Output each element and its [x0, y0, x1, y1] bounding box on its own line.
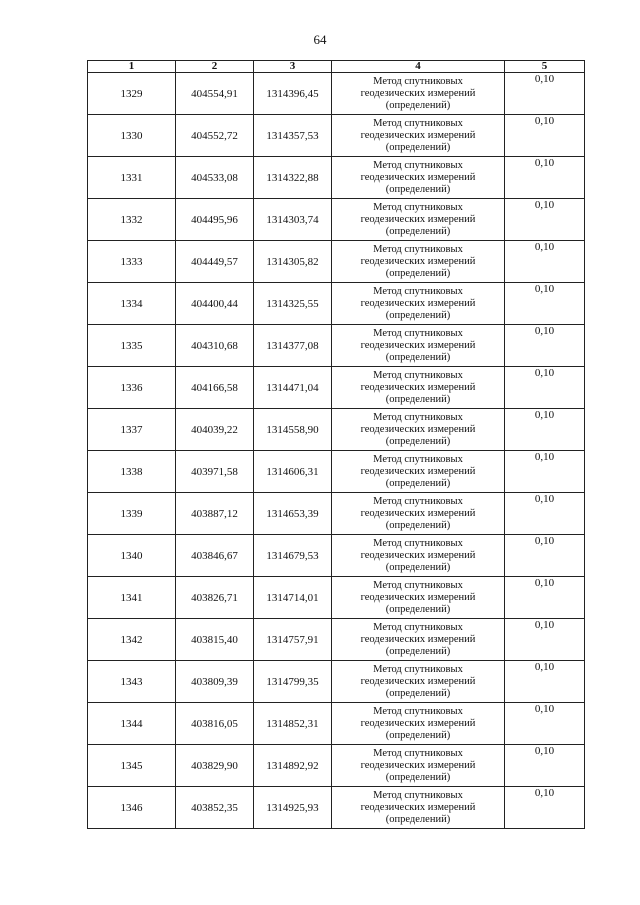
method-text-line: (определений)	[385, 183, 451, 195]
x-coordinate-cell: 404310,68	[176, 325, 254, 367]
method-cell	[332, 199, 505, 241]
method-text-line: (определений)	[385, 645, 451, 657]
method-cell	[332, 157, 505, 199]
method-text-line: геодезических измерений	[360, 465, 476, 477]
method-text-line: Метод спутниковых	[373, 537, 463, 549]
x-coordinate-cell: 403809,39	[176, 661, 254, 703]
point-number-cell: 1344	[88, 703, 176, 745]
table-row	[88, 157, 585, 199]
y-coordinate-cell: 1314303,74	[254, 199, 332, 241]
method-text-line: (определений)	[385, 519, 451, 531]
table-row	[88, 283, 585, 325]
page-number: 64	[313, 32, 327, 47]
method-text-line: (определений)	[385, 435, 451, 447]
method-text-line: геодезических измерений	[360, 675, 476, 687]
table-row	[88, 493, 585, 535]
point-number-cell: 1332	[88, 199, 176, 241]
x-coordinate-cell: 404400,44	[176, 283, 254, 325]
table-row	[88, 619, 585, 661]
method-text-line: Метод спутниковых	[373, 747, 463, 759]
point-number-cell: 1336	[88, 367, 176, 409]
method-text-line: (определений)	[385, 141, 451, 153]
accuracy-cell: 0,10	[505, 409, 585, 451]
method-text-line: Метод спутниковых	[373, 705, 463, 717]
y-coordinate-cell: 1314471,04	[254, 367, 332, 409]
method-text-line: Метод спутниковых	[373, 495, 463, 507]
table-row	[88, 787, 585, 829]
x-coordinate-cell: 404166,58	[176, 367, 254, 409]
x-coordinate-cell: 404039,22	[176, 409, 254, 451]
x-coordinate-cell: 404554,91	[176, 73, 254, 115]
x-coordinate-cell: 403829,90	[176, 745, 254, 787]
table-row	[88, 745, 585, 787]
method-cell	[332, 367, 505, 409]
x-coordinate-cell: 404449,57	[176, 241, 254, 283]
method-text-line: (определений)	[385, 687, 451, 699]
y-coordinate-cell: 1314377,08	[254, 325, 332, 367]
method-text-line: геодезических измерений	[360, 717, 476, 729]
method-text-line: Метод спутниковых	[373, 453, 463, 465]
x-coordinate-cell: 404495,96	[176, 199, 254, 241]
x-coordinate-cell: 403815,40	[176, 619, 254, 661]
point-number-cell: 1338	[88, 451, 176, 493]
y-coordinate-cell: 1314558,90	[254, 409, 332, 451]
method-text-line: (определений)	[385, 771, 451, 783]
point-number-cell: 1335	[88, 325, 176, 367]
accuracy-cell: 0,10	[505, 451, 585, 493]
point-number-cell: 1342	[88, 619, 176, 661]
method-text-line: геодезических измерений	[360, 255, 476, 267]
method-text-line: (определений)	[385, 99, 451, 111]
y-coordinate-cell: 1314606,31	[254, 451, 332, 493]
accuracy-cell: 0,10	[505, 745, 585, 787]
table-row	[88, 73, 585, 115]
method-cell	[332, 535, 505, 577]
table-row	[88, 535, 585, 577]
point-number-cell: 1330	[88, 115, 176, 157]
method-text-line: (определений)	[385, 393, 451, 405]
method-text-line: Метод спутниковых	[373, 369, 463, 381]
y-coordinate-cell: 1314325,55	[254, 283, 332, 325]
method-text-line: геодезических измерений	[360, 801, 476, 813]
x-coordinate-cell: 403816,05	[176, 703, 254, 745]
method-text-line: геодезических измерений	[360, 87, 476, 99]
method-cell	[332, 745, 505, 787]
point-number-cell: 1334	[88, 283, 176, 325]
method-text-line: (определений)	[385, 225, 451, 237]
method-cell	[332, 325, 505, 367]
method-text-line: (определений)	[385, 729, 451, 741]
method-cell	[332, 619, 505, 661]
point-number-cell: 1339	[88, 493, 176, 535]
method-text-line: (определений)	[385, 561, 451, 573]
method-text-line: (определений)	[385, 267, 451, 279]
column-header: 4	[332, 61, 505, 73]
method-text-line: Метод спутниковых	[373, 243, 463, 255]
y-coordinate-cell: 1314925,93	[254, 787, 332, 829]
y-coordinate-cell: 1314757,91	[254, 619, 332, 661]
y-coordinate-cell: 1314653,39	[254, 493, 332, 535]
x-coordinate-cell: 403971,58	[176, 451, 254, 493]
method-text-line: Метод спутниковых	[373, 327, 463, 339]
y-coordinate-cell: 1314396,45	[254, 73, 332, 115]
point-number-cell: 1341	[88, 577, 176, 619]
accuracy-cell: 0,10	[505, 661, 585, 703]
x-coordinate-cell: 403826,71	[176, 577, 254, 619]
column-header: 3	[254, 61, 332, 73]
accuracy-cell: 0,10	[505, 367, 585, 409]
table-row	[88, 325, 585, 367]
method-cell	[332, 283, 505, 325]
table-row	[88, 199, 585, 241]
method-text-line: Метод спутниковых	[373, 285, 463, 297]
method-text-line: (определений)	[385, 351, 451, 363]
column-header: 2	[176, 61, 254, 73]
accuracy-cell: 0,10	[505, 199, 585, 241]
accuracy-cell: 0,10	[505, 241, 585, 283]
method-text-line: Метод спутниковых	[373, 789, 463, 801]
method-cell	[332, 493, 505, 535]
method-text-line: (определений)	[385, 309, 451, 321]
y-coordinate-cell: 1314322,88	[254, 157, 332, 199]
method-cell	[332, 661, 505, 703]
y-coordinate-cell: 1314892,92	[254, 745, 332, 787]
method-cell	[332, 577, 505, 619]
table-row	[88, 367, 585, 409]
method-text-line: Метод спутниковых	[373, 663, 463, 675]
accuracy-cell: 0,10	[505, 325, 585, 367]
table-row	[88, 577, 585, 619]
coordinates-table	[87, 60, 585, 829]
accuracy-cell: 0,10	[505, 157, 585, 199]
method-cell	[332, 787, 505, 829]
accuracy-cell: 0,10	[505, 577, 585, 619]
method-text-line: геодезических измерений	[360, 633, 476, 645]
method-text-line: геодезических измерений	[360, 759, 476, 771]
accuracy-cell: 0,10	[505, 73, 585, 115]
method-text-line: Метод спутниковых	[373, 75, 463, 87]
table-row	[88, 241, 585, 283]
method-cell	[332, 241, 505, 283]
accuracy-cell: 0,10	[505, 283, 585, 325]
method-cell	[332, 115, 505, 157]
point-number-cell: 1345	[88, 745, 176, 787]
method-text-line: Метод спутниковых	[373, 159, 463, 171]
method-cell	[332, 703, 505, 745]
method-text-line: (определений)	[385, 813, 451, 825]
accuracy-cell: 0,10	[505, 703, 585, 745]
point-number-cell: 1337	[88, 409, 176, 451]
y-coordinate-cell: 1314852,31	[254, 703, 332, 745]
point-number-cell: 1329	[88, 73, 176, 115]
x-coordinate-cell: 403846,67	[176, 535, 254, 577]
method-text-line: Метод спутниковых	[373, 621, 463, 633]
method-text-line: (определений)	[385, 477, 451, 489]
method-text-line: Метод спутниковых	[373, 411, 463, 423]
table-row	[88, 661, 585, 703]
accuracy-cell: 0,10	[505, 535, 585, 577]
y-coordinate-cell: 1314679,53	[254, 535, 332, 577]
x-coordinate-cell: 403887,12	[176, 493, 254, 535]
point-number-cell: 1340	[88, 535, 176, 577]
table-row	[88, 115, 585, 157]
method-text-line: геодезических измерений	[360, 339, 476, 351]
x-coordinate-cell: 404552,72	[176, 115, 254, 157]
method-text-line: Метод спутниковых	[373, 117, 463, 129]
accuracy-cell: 0,10	[505, 619, 585, 661]
method-text-line: Метод спутниковых	[373, 201, 463, 213]
method-text-line: геодезических измерений	[360, 549, 476, 561]
method-text-line: геодезических измерений	[360, 129, 476, 141]
y-coordinate-cell: 1314305,82	[254, 241, 332, 283]
method-cell	[332, 451, 505, 493]
method-cell	[332, 409, 505, 451]
accuracy-cell: 0,10	[505, 115, 585, 157]
column-header: 1	[88, 61, 176, 73]
x-coordinate-cell: 404533,08	[176, 157, 254, 199]
x-coordinate-cell: 403852,35	[176, 787, 254, 829]
method-text-line: (определений)	[385, 603, 451, 615]
method-text-line: геодезических измерений	[360, 381, 476, 393]
table-header-row	[88, 61, 585, 73]
y-coordinate-cell: 1314799,35	[254, 661, 332, 703]
y-coordinate-cell: 1314714,01	[254, 577, 332, 619]
column-header: 5	[505, 61, 585, 73]
method-text-line: геодезических измерений	[360, 423, 476, 435]
table-row	[88, 409, 585, 451]
method-text-line: геодезических измерений	[360, 507, 476, 519]
y-coordinate-cell: 1314357,53	[254, 115, 332, 157]
method-text-line: геодезических измерений	[360, 213, 476, 225]
method-text-line: геодезических измерений	[360, 297, 476, 309]
accuracy-cell: 0,10	[505, 787, 585, 829]
point-number-cell: 1333	[88, 241, 176, 283]
point-number-cell: 1346	[88, 787, 176, 829]
method-text-line: геодезических измерений	[360, 591, 476, 603]
method-text-line: геодезических измерений	[360, 171, 476, 183]
method-cell	[332, 73, 505, 115]
table-row	[88, 451, 585, 493]
method-text-line: Метод спутниковых	[373, 579, 463, 591]
table-row	[88, 703, 585, 745]
point-number-cell: 1331	[88, 157, 176, 199]
accuracy-cell: 0,10	[505, 493, 585, 535]
point-number-cell: 1343	[88, 661, 176, 703]
